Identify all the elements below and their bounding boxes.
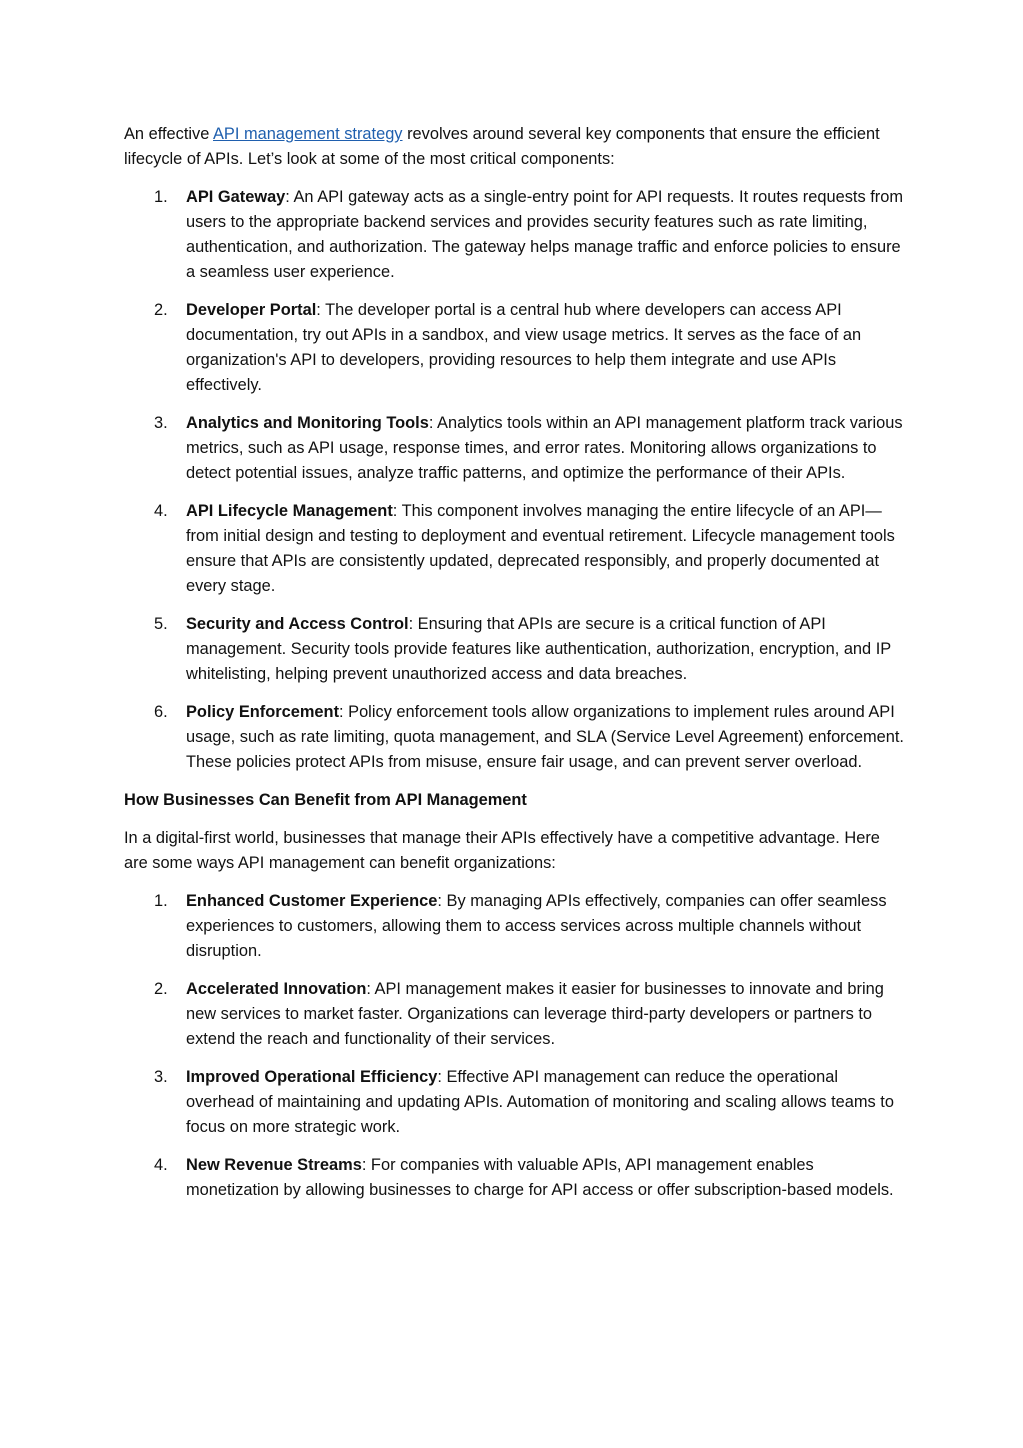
item-title: Policy Enforcement — [186, 703, 340, 721]
item-number: 4. — [154, 1156, 168, 1174]
components-list — [124, 185, 904, 775]
item-number: 1. — [154, 188, 168, 206]
item-title: Security and Access Control — [186, 615, 409, 633]
item-number: 6. — [154, 703, 168, 721]
item-title: Accelerated Innovation — [186, 980, 367, 998]
list-item — [124, 411, 904, 486]
item-title: New Revenue Streams — [186, 1156, 362, 1174]
list-item — [124, 1153, 904, 1203]
item-text: : Policy enforcement tools allow organizations to implement rules around API usage, such as rate limiting, quota management, and SLA (Service Level Agreement) enforcement. These policies protect APIs from misuse, ensure fair usage, and can prevent server overload. — [186, 703, 904, 771]
item-number: 2. — [154, 980, 168, 998]
item-number: 2. — [154, 301, 168, 319]
item-text: : Ensuring that APIs are secure is a critical function of API management. Security tools provide features like authentication, authorization, encryption, and IP whitelisting, helping prevent unauthorized access and data breaches. — [186, 615, 891, 683]
item-number: 1. — [154, 892, 168, 910]
api-management-strategy-link[interactable]: API management strategy — [213, 125, 403, 143]
item-title: Developer Portal — [186, 301, 317, 319]
list-item — [124, 185, 904, 285]
item-text: : The developer portal is a central hub where developers can access API documentation, try out APIs in a sandbox, and view usage metrics. It serves as the face of an organization's API to developers, providing resources to help them integrate and use APIs effectively. — [186, 301, 862, 394]
list-item — [124, 612, 904, 687]
item-text: : An API gateway acts as a single-entry point for API requests. It routes requests from users to the appropriate backend services and provides security features such as rate limiting, authentication, and authorization. The gateway helps manage traffic and enforce policies to ensure a seamless user experience. — [186, 188, 903, 281]
list-item — [124, 1065, 904, 1140]
intro-text-before: An effective — [124, 125, 213, 143]
list-item — [124, 298, 904, 398]
item-text: : Analytics tools within an API management platform track various metrics, such as API usage, response times, and error rates. Monitoring allows organizations to detect potential issues, analyze traffic patterns, and optimize the performance of their APIs. — [186, 414, 903, 482]
benefits-heading: How Businesses Can Benefit from API Management — [124, 791, 527, 809]
intro-text-after: revolves around several key components that ensure the efficient lifecycle of APIs. Let’s look at some of the most critical components: — [124, 125, 880, 168]
item-text: : By managing APIs effectively, companies can offer seamless experiences to customers, allowing them to access services across multiple channels without disruption. — [186, 892, 887, 960]
list-item — [124, 889, 904, 964]
item-title: Analytics and Monitoring Tools — [186, 414, 429, 432]
item-number: 3. — [154, 1068, 168, 1086]
item-number: 4. — [154, 502, 168, 520]
benefits-intro: In a digital-first world, businesses that manage their APIs effectively have a competitive advantage. Here are some ways API management can benefit organizations: — [124, 829, 880, 872]
document-page — [124, 122, 904, 1216]
list-item — [124, 977, 904, 1052]
item-title: Improved Operational Efficiency — [186, 1068, 438, 1086]
item-title: API Lifecycle Management — [186, 502, 393, 520]
item-text: : API management makes it easier for businesses to innovate and bring new services to market faster. Organizations can leverage third-party developers or partners to extend the reach and functionality of their services. — [186, 980, 884, 1048]
item-title: Enhanced Customer Experience — [186, 892, 438, 910]
item-title: API Gateway — [186, 188, 286, 206]
benefits-list — [124, 889, 904, 1203]
item-text: : Effective API management can reduce the operational overhead of maintaining and updating APIs. Automation of monitoring and scaling allows teams to focus on more strategic work. — [186, 1068, 894, 1136]
intro-paragraph — [124, 122, 904, 172]
list-item — [124, 499, 904, 599]
item-number: 5. — [154, 615, 168, 633]
item-text: : For companies with valuable APIs, API management enables monetization by allowing businesses to charge for API access or offer subscription-based models. — [186, 1156, 894, 1199]
item-number: 3. — [154, 414, 168, 432]
item-text: : This component involves managing the entire lifecycle of an API—from initial design and testing to deployment and eventual retirement. Lifecycle management tools ensure that APIs are consistently updated, deprecated responsibly, and properly documented at every stage. — [186, 502, 895, 595]
list-item — [124, 700, 904, 775]
